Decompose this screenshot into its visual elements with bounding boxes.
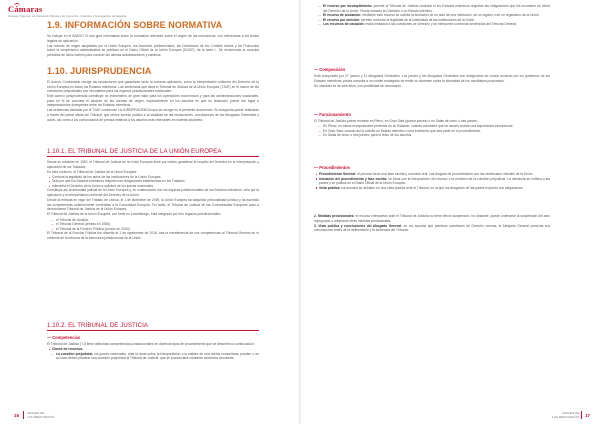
item-label: El recurso por omisión: xyxy=(323,17,361,22)
section-1-10-1-body xyxy=(47,160,259,241)
recursos-list xyxy=(314,4,550,27)
logo-subtitle: Consejo Superior de Cámaras Oficiales de Comercio, Industria y Navegación de España xyxy=(8,14,127,18)
page-number: 17 xyxy=(585,413,591,418)
item-text: están limitados a las cuestiones de Derecho y se interponen contra las sentencias del Tribunal General. xyxy=(365,22,517,27)
footer-label-line: ORIGEN DE xyxy=(561,411,580,415)
paragraph: Desde su creación en 1952, el Tribunal de Justicia de la Unión Europea tiene por misión garantizar el respeto del Derecho en la interpretación y aplicación de los Tratados. xyxy=(47,160,259,169)
footer-label-line: LAS MERCANCÍAS xyxy=(552,414,580,419)
paragraph: En este contexto, el Tribunal de Justicia de la Unión Europea: xyxy=(47,169,137,174)
paragraph: Su mandato es de seis años, con posibilidad de renovación. xyxy=(314,83,402,88)
item-label: Medidas provisionales: xyxy=(317,214,355,218)
heading-underline xyxy=(47,156,259,157)
item-label: Vista pública: xyxy=(319,185,341,190)
footer-divider xyxy=(23,411,24,419)
item-text: en los asuntos que plantean cuestiones de Derecho nuevas, el Abogado General presenta sus conclusiones antes de la deliberación y la sentencia del Tribunal. xyxy=(314,223,551,233)
funcionamiento-body xyxy=(314,119,550,138)
list-item xyxy=(314,22,550,27)
page-number: 16 xyxy=(14,413,20,418)
paragraph: Las normas de origen adoptadas por la Unión Europea, los Acuerdos preferenciales, las Decisiones de los Comités mixtos y los Protocolos sobre la cooperación administrativa se publican en el Diario Oficial de la Unión Europea (DOUE), de la serie L. Se recomienda la consulta periódica de dicho boletín para conocer las últimas actualizaciones y cambios. xyxy=(47,43,259,57)
footer-divider xyxy=(581,411,582,419)
section-1-9-body xyxy=(47,34,259,58)
paragraph: Se incluye en el ANEXO III una guía informativa sobre la normativa relevante sobre el origen de las mercancías, con referencias a los textos legales de aplicación. xyxy=(47,34,259,43)
list-item: — En Pleno: en casos excepcionales previstos en su Estatuto, cuando considere que un asunto reviste una importancia excepcional. xyxy=(314,124,550,129)
camaras-logo xyxy=(8,3,127,21)
procedimientos-title: Procedimientos xyxy=(319,165,350,170)
competencias-heading: — Competencias xyxy=(47,335,81,340)
list-item: — En Gran Sala: cuando así lo solicite un Estado miembro o una institución que sea parte en el procedimiento. xyxy=(314,129,550,134)
numbered-item xyxy=(314,224,550,233)
footer-label xyxy=(27,412,54,419)
procedimientos-heading: — Procedimientos xyxy=(314,165,350,170)
logo-text: Cámaras xyxy=(8,4,43,14)
item-label: Los recursos de casación: xyxy=(323,22,365,27)
heading-1-10: 1.10. JURISPRUDENCIA xyxy=(47,66,152,76)
heading-underline xyxy=(47,330,259,331)
cuestion-text: los jueces nacionales, ante la duda sobre la interpretación o la validez de una norma comunitaria, pueden o en su caso deben plantear una cuestión prejudicial al Tribunal de Justicia, que se pronunciará mediante sentencia vinculante. xyxy=(56,351,259,361)
paragraph: Desde la entrada en vigor del Tratado de Lisboa, el 1 de diciembre de 2009, la Unión Europea ha adquirido personalidad jurídica y ha asumido las competencias anteriormente conferidas a la Comunidad Europea. Por tanto, el Tribunal de Justicia de las Comunidades Europeas pasó a denominarse Tribunal de Justicia de la Unión Europea. xyxy=(47,198,259,212)
list-item xyxy=(47,352,259,361)
list-item: — el Tribunal de Justicia, xyxy=(47,218,259,223)
composicion-body xyxy=(314,74,550,89)
paragraph: El Tribunal de la Función Pública fue disuelto el 1 de septiembre de 2016, tras la transferencia de sus competencias al Tribunal General en el contexto de la reforma de la estructura jurisdiccional de la Unión. xyxy=(47,231,259,240)
section-1-10-body xyxy=(47,80,259,123)
funcionamiento-title: Funcionamiento xyxy=(319,112,351,117)
item-label: El recurso por incumplimiento: xyxy=(323,4,373,8)
item-text: permite controlar la legalidad de la inactividad de las instituciones de la Unión. xyxy=(360,17,476,22)
paragraph: El Tribunal de Justicia puede reunirse en Pleno, en Gran Sala (quince jueces) o en Salas de cinco o tres jueces. xyxy=(314,119,478,123)
clases-title: Clases de recursos: xyxy=(52,347,84,352)
paragraph: El Acervo Comunitario recoge las resoluciones que garantizan tanto la correcta aplicación, como la interpretación uniforme del Derecho de la Unión Europea en todos los Estados miembros. Las sentencias que dicta el Tribunal de Justicia de la Unión Europea (TJUE) en el marco de las cuestiones prejudiciales son vinculantes para los órganos jurisdiccionales nacionales. xyxy=(47,80,259,94)
paragraph: Las sentencias dictadas por el TJUE conforman LA JURISPRUDENCIA que se recoge en el presente documento. Su búsqueda puede realizarse a través del portal oficial del Tribunal, que ofrece acceso público a la totalidad de las resoluciones, conclusiones de los Abogados Generales y autos, así como a los comunicados de prensa relativos a los asuntos más relevantes en materia aduanera. xyxy=(47,108,259,122)
item-label: Iniciación del procedimiento y fase escrita: xyxy=(319,176,388,181)
footer-label-line: ORIGEN DE xyxy=(27,411,45,415)
item-label: El recurso de anulación: xyxy=(323,13,362,18)
funcionamiento-heading: — Funcionamiento xyxy=(314,112,351,117)
list-item: — En Salas de cinco o tres jueces: para el resto de los asuntos. xyxy=(314,133,550,138)
list-item xyxy=(314,4,550,13)
procedimientos-body xyxy=(314,172,550,190)
section-1-10-2-body xyxy=(47,342,259,361)
list-item: Controla la legalidad de los actos de las instituciones de la Unión Europea. xyxy=(47,175,259,180)
item-text: el recurso interpuesto ante el Tribunal de Justicia no tiene efecto suspensivo; no obstante, puede ordenarse la suspensión del acto impugnado o adoptarse otras medidas provisionales. xyxy=(314,214,550,223)
paragraph: Este acervo jurisprudencial constituye un instrumento de gran valor para los operadores económicos y para las administraciones nacionales, pues en él se concreta el alcance de las normas de origen, especialmente en los asuntos en que su redacción puede dar lugar a interpretaciones divergentes entre los Estados miembros. xyxy=(47,94,259,108)
item-text: permite al Tribunal de Justicia controlar si los Estados miembros respetan las obligaciones que les incumben en virtud del Derecho de la Unión. Puede iniciarlo la Comisión o un Estado miembro. xyxy=(323,4,550,13)
item-text: mediante este recurso se solicita la anulación de un acto de una institución, de un órgano o de un organismo de la Unión. xyxy=(362,13,540,18)
numbered-item xyxy=(314,214,550,223)
list-item xyxy=(314,186,550,191)
page-fold xyxy=(299,0,301,424)
numbered-list xyxy=(314,214,550,233)
left-page xyxy=(0,0,298,424)
paragraph: Constituye así la autoridad judicial de la Unión Europea y, en colaboración con los órganos jurisdiccionales de los Estados miembros, vela por la aplicación y la interpretación uniforme del Derecho de la Unión. xyxy=(47,188,259,198)
right-page xyxy=(302,0,600,424)
heading-1-10-2: 1.10.2. EL TRIBUNAL DE JUSTICIA xyxy=(47,322,149,329)
cuestion-label: La cuestión prejudicial: xyxy=(56,351,94,356)
list-item: — el Tribunal de la Función Pública (creado en 2004). xyxy=(47,227,259,232)
item-text: se inicia con la interposición del recurso o la remisión de la cuestión prejudicial. La demanda se notifica a las partes y se publica en el Diario Oficial de la Unión Europea. xyxy=(319,176,550,186)
competencias-title: Competencias xyxy=(52,335,81,340)
heading-1-10-1: 1.10.1. EL TRIBUNAL DE JUSTICIA DE LA UNIÓN EUROPEA xyxy=(47,148,222,155)
list-item: — el Tribunal General (creado en 1988), xyxy=(47,222,259,227)
item-number: 3. xyxy=(314,223,317,228)
composicion-title: Composición xyxy=(319,67,346,72)
item-label: Procedimiento General: xyxy=(319,172,357,176)
list-item: Vela por que los Estados miembros respeten las obligaciones establecidas en los Tratados. xyxy=(47,179,259,184)
item-text: el proceso tiene una fase escrita y una fase oral. Las lenguas de procedimiento son las veinticuatro oficiales de la Unión. xyxy=(357,172,534,176)
paragraph: El Tribunal de Justicia (TJ) tiene atribuidas competencias jurisdiccionales en diversos tipos de procedimiento que se describen a continuación: xyxy=(47,342,255,346)
list-item: Interpreta el Derecho de la Unión a solicitud de los jueces nacionales. xyxy=(47,184,259,189)
paragraph: Está compuesto por 27 jueces y 11 Abogados Generales. Los jueces y los Abogados Generales son designados de común acuerdo por los gobiernos de los Estados miembros, previa consulta a un comité encargado de emitir un dictamen sobre la idoneidad de los candidatos propuestos. xyxy=(314,74,550,83)
heading-1-9: 1.9. INFORMACIÓN SOBRE NORMATIVA xyxy=(47,20,223,30)
list-item xyxy=(314,177,550,186)
item-number: 2. xyxy=(314,214,317,218)
paragraph: El Tribunal de Justicia de la Unión Europea, con sede en Luxemburgo, está integrado por tres órganos jurisdiccionales: xyxy=(47,212,221,217)
footer-label xyxy=(552,412,579,419)
item-text: los asuntos se debaten en una vista pública ante el Tribunal, en la que los abogados de las partes exponen sus alegaciones. xyxy=(341,185,524,190)
item-label: Vista pública y conclusiones del Abogado General: xyxy=(318,223,403,228)
footer-label-line: LAS MERCANCÍAS xyxy=(27,414,55,419)
composicion-heading: — Composición xyxy=(314,67,346,72)
